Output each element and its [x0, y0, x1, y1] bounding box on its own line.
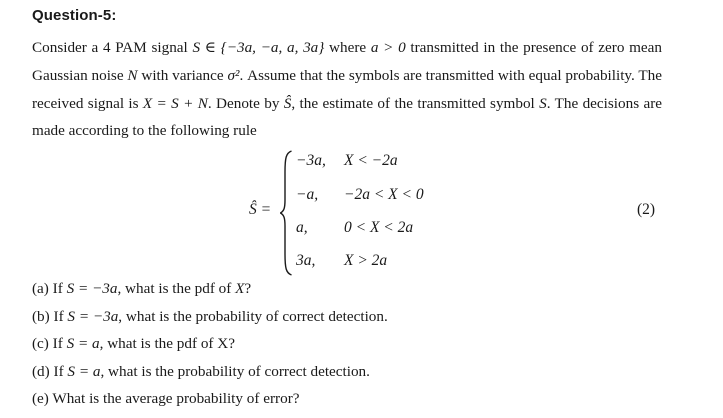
variance-math: σ² — [227, 66, 240, 84]
case-value: 3a, — [296, 252, 316, 269]
part-math: S = a — [66, 335, 100, 352]
noise-math: N — [127, 66, 138, 84]
statement-text: where — [324, 39, 371, 56]
part-math: X — [235, 280, 245, 297]
part-text: (d) If — [32, 362, 68, 380]
statement-text: , the estimate of the transmitted symbol — [291, 94, 540, 112]
case-condition: 0 < X < 2a — [344, 219, 414, 236]
part-text: , what is the pdf of X? — [99, 335, 235, 352]
sub-question-a — [32, 275, 388, 303]
statement-text: . Denote by — [207, 94, 284, 112]
a-positive-math: a > 0 — [370, 39, 406, 56]
sub-questions — [32, 275, 388, 413]
statement-text: transmitted in the presence of zero mean Gaussian noise — [32, 39, 663, 84]
sub-question-b — [32, 303, 388, 331]
statement-text: with variance — [137, 66, 228, 84]
case-condition: X < −2a — [344, 152, 398, 169]
signal-set-math: S ∈ {−3a, −a, a, 3a} — [192, 39, 325, 56]
part-math: S = a — [67, 362, 101, 380]
part-text: (c) If — [32, 335, 67, 352]
received-signal-math: X = S + N — [142, 94, 208, 112]
symbol-math: S — [539, 94, 547, 112]
statement-text: . The decisions are made according to the following rule — [32, 94, 663, 140]
statement-text: . Assume that the symbols are transmitted with equal probability. The received signal is — [32, 66, 662, 112]
sub-question-c — [32, 330, 388, 358]
case-value: −3a, — [296, 152, 326, 169]
decision-rule-equation — [0, 148, 723, 278]
part-math: S = −3a — [66, 280, 118, 297]
part-text: (b) If — [32, 307, 68, 325]
part-text: , what is the probability of correct detection. — [100, 362, 370, 380]
part-text: , what is the pdf of — [117, 280, 236, 297]
part-text: (a) If — [32, 280, 67, 297]
sub-question-e: (e) What is the average probability of error? — [32, 390, 300, 407]
left-brace-icon — [280, 150, 292, 276]
part-math: S = −3a — [67, 307, 119, 325]
statement-text: Consider a 4 PAM signal — [32, 39, 193, 56]
part-text: ? — [244, 280, 252, 297]
case-condition: −2a < X < 0 — [344, 186, 424, 203]
case-value: a, — [296, 219, 308, 236]
equation-lhs: Ŝ = — [249, 201, 272, 218]
estimate-math: Ŝ — [283, 94, 292, 112]
case-condition: X > 2a — [344, 252, 388, 269]
sub-question-d — [32, 358, 388, 386]
question-title: Question-5: — [32, 7, 117, 24]
case-value: −a, — [296, 186, 319, 203]
question-statement — [32, 34, 662, 145]
part-text: , what is the probability of correct detection. — [118, 307, 388, 325]
equation-number: (2) — [637, 201, 656, 218]
